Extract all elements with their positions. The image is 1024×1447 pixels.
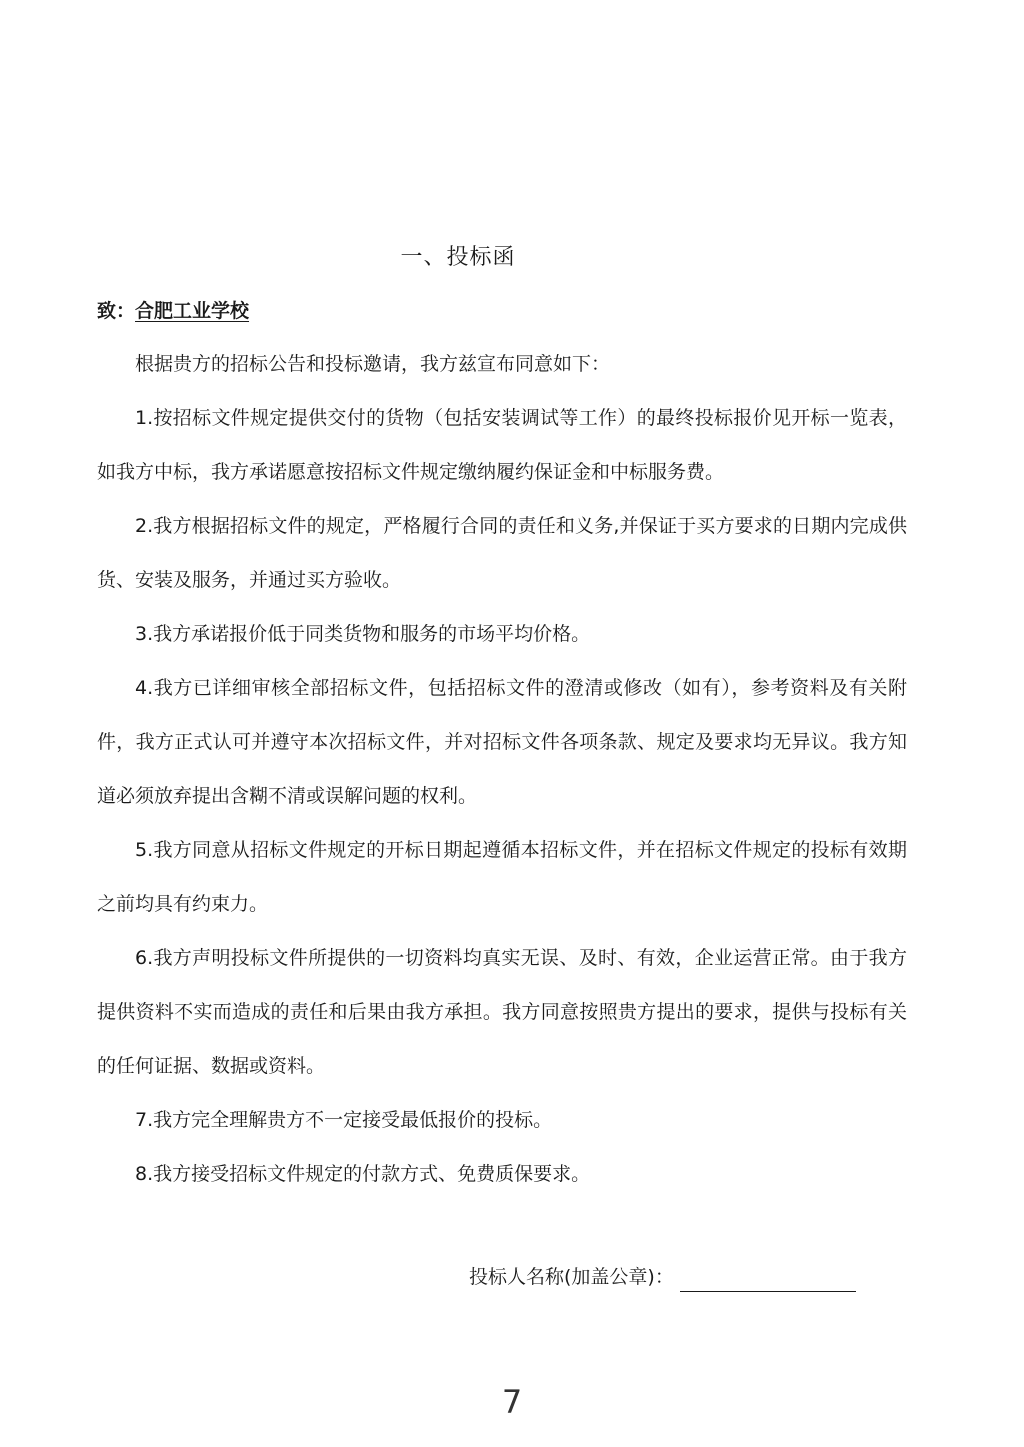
page-number: 7: [501, 1383, 523, 1421]
addressee-line: [97, 295, 249, 327]
letter-body: [97, 337, 907, 1201]
paragraph-intro: 根据贵方的招标公告和投标邀请，我方兹宣布同意如下：: [135, 353, 611, 375]
addressee-name: 合肥工业学校: [135, 300, 250, 322]
paragraph-1: 1.按招标文件规定提供交付的货物（包括安装调试等工作）的最终投标报价见开标一览表，如我方中标，我方承诺愿意按招标文件规定缴纳履约保证金和中标服务费。: [97, 407, 907, 483]
signature-blank: [680, 1269, 856, 1292]
signature-line: [469, 1262, 856, 1292]
addressee-prefix: 致：: [97, 300, 136, 322]
paragraph-5: 5.我方同意从招标文件规定的开标日期起遵循本招标文件，并在招标文件规定的投标有效期之前均具有约束力。: [97, 839, 907, 915]
paragraph-8: 8.我方接受招标文件规定的付款方式、免费质保要求。: [135, 1163, 591, 1185]
paragraph-4: 4.我方已详细审核全部招标文件，包括招标文件的澄清或修改（如有），参考资料及有关附件，我方正式认可并遵守本次招标文件，并对招标文件各项条款、规定及要求均无异议。我方知道必须放弃提出含糊不清或误解问题的权利。: [97, 677, 907, 807]
paragraph-7: 7.我方完全理解贵方不一定接受最低报价的投标。: [135, 1109, 553, 1131]
paragraph-2: 2.我方根据招标文件的规定，严格履行合同的责任和义务,并保证于买方要求的日期内完成供货、安装及服务，并通过买方验收。: [97, 515, 907, 591]
document-title: 一、投标函: [400, 245, 516, 270]
paragraph-3: 3.我方承诺报价低于同类货物和服务的市场平均价格。: [135, 623, 591, 645]
signature-label: 投标人名称(加盖公章)：: [469, 1266, 674, 1288]
paragraph-6: 6.我方声明投标文件所提供的一切资料均真实无误、及时、有效，企业运营正常。由于我方提供资料不实而造成的责任和后果由我方承担。我方同意按照贵方提出的要求，提供与投标有关的任何证据、数据或资料。: [97, 947, 907, 1077]
